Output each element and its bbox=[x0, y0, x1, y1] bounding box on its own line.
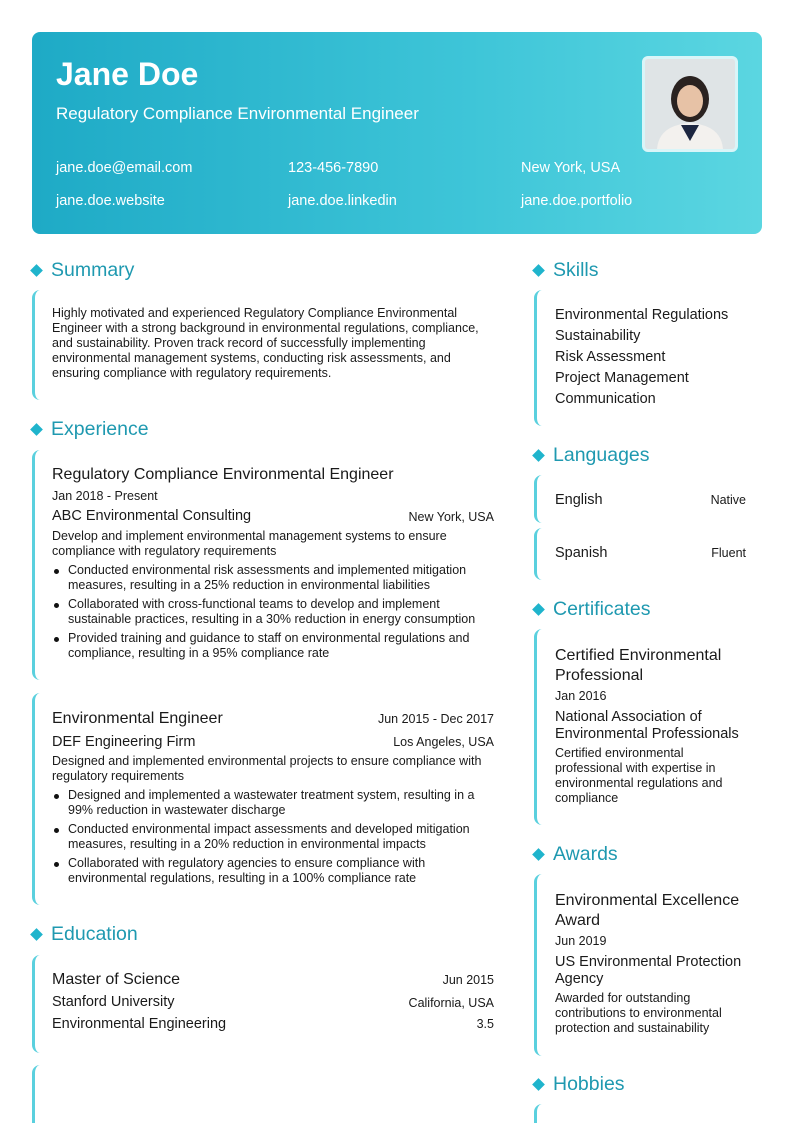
award-description: Awarded for outstanding contributions to environmental protection and sustainability bbox=[555, 991, 722, 1035]
list-item: Conducted environmental risk assessments and implemented mitigation measures, resulting in a 25% reduction in environmental liabilities bbox=[52, 563, 497, 593]
diamond-bullet-icon bbox=[30, 928, 43, 941]
summary-section bbox=[32, 290, 498, 400]
job-company: DEF Engineering Firm bbox=[52, 734, 196, 750]
language-name: Spanish bbox=[555, 545, 608, 561]
education-section bbox=[32, 955, 498, 1053]
award-issuer: US Environmental Protection Agency bbox=[555, 954, 742, 987]
language-name: English bbox=[555, 492, 603, 508]
summary-heading: Summary bbox=[30, 259, 134, 282]
diamond-bullet-icon bbox=[30, 423, 43, 436]
contact-linkedin[interactable]: jane.doe.linkedin bbox=[288, 193, 397, 209]
skill-item: Project Management bbox=[555, 370, 689, 386]
job-bullets bbox=[52, 563, 497, 665]
diamond-bullet-icon bbox=[532, 264, 545, 277]
list-item: Conducted environmental impact assessments and developed mitigation measures, resulting in a 20% reduction in environmental impacts bbox=[52, 822, 497, 852]
diamond-bullet-icon bbox=[532, 449, 545, 462]
award-name: Environmental Excellence Award bbox=[555, 892, 740, 929]
hobbies-heading: Hobbies bbox=[532, 1073, 625, 1096]
certificate-date: Jan 2016 bbox=[555, 689, 607, 703]
language-item bbox=[534, 528, 762, 580]
education-school: Stanford University bbox=[52, 994, 175, 1010]
language-level: Native bbox=[710, 493, 746, 507]
job-company: ABC Environmental Consulting bbox=[52, 508, 252, 524]
contact-email[interactable]: jane.doe@email.com bbox=[56, 160, 193, 176]
languages-heading: Languages bbox=[532, 444, 650, 467]
certificate-name: Certified Environmental Professional bbox=[555, 647, 722, 684]
skill-item: Environmental Regulations bbox=[555, 307, 729, 323]
resume-header bbox=[32, 32, 762, 234]
certificates-heading: Certificates bbox=[532, 598, 651, 621]
diamond-bullet-icon bbox=[532, 1078, 545, 1091]
education-field: Environmental Engineering bbox=[52, 1016, 227, 1032]
contact-website[interactable]: jane.doe.website bbox=[56, 193, 165, 209]
summary-text: Highly motivated and experienced Regulatory Compliance Environmental Engineer with a strong background in environmental regulations, compliance, and sustainability. Proven track record of successfully implementing environmental management systems, conducting risk assessments, and ensuring compliance with regulatory requirements. bbox=[52, 306, 479, 380]
person-portrait-icon bbox=[645, 59, 735, 149]
candidate-name: Jane Doe bbox=[56, 56, 199, 92]
certificate-description: Certified environmental professional with expertise in environmental regulations and compliance bbox=[555, 746, 723, 805]
experience-job-1 bbox=[32, 450, 498, 680]
skill-item: Risk Assessment bbox=[555, 349, 666, 365]
certificate-issuer: National Association of Environmental Professionals bbox=[555, 709, 739, 742]
job-dates: Jun 2015 - Dec 2017 bbox=[377, 712, 494, 726]
education-location: California, USA bbox=[408, 996, 494, 1010]
list-item: Collaborated with regulatory agencies to ensure compliance with environmental regulations, resulting in a 100% compliance rate bbox=[52, 856, 497, 886]
list-item: Collaborated with cross-functional teams to develop and implement sustainable practices, resulting in a 30% reduction in energy consumption bbox=[52, 597, 497, 627]
empty-section bbox=[32, 1065, 498, 1123]
education-degree: Master of Science bbox=[52, 971, 181, 988]
certificate-item bbox=[534, 629, 762, 825]
candidate-title: Regulatory Compliance Environmental Engineer bbox=[56, 104, 419, 123]
skill-item: Communication bbox=[555, 391, 656, 407]
education-heading: Education bbox=[30, 923, 138, 946]
job-description: Designed and implemented environmental projects to ensure compliance with regulatory requirements bbox=[52, 754, 482, 783]
job-location: New York, USA bbox=[408, 510, 494, 524]
language-item bbox=[534, 475, 762, 523]
contact-location: New York, USA bbox=[521, 160, 621, 176]
job-location: Los Angeles, USA bbox=[393, 735, 494, 749]
education-gpa: 3.5 bbox=[476, 1017, 494, 1031]
job-title: Environmental Engineer bbox=[52, 710, 223, 727]
hobbies-section bbox=[534, 1104, 762, 1123]
experience-job-2 bbox=[32, 693, 498, 905]
job-description: Develop and implement environmental management systems to ensure compliance with regulatory requirements bbox=[52, 529, 447, 558]
contact-phone[interactable]: 123-456-7890 bbox=[288, 160, 379, 176]
list-item: Provided training and guidance to staff on environmental regulations and compliance, resulting in a 95% compliance rate bbox=[52, 631, 497, 661]
profile-photo bbox=[642, 56, 738, 152]
list-item: Designed and implemented a wastewater treatment system, resulting in a 99% reduction in wastewater discharge bbox=[52, 788, 497, 818]
diamond-bullet-icon bbox=[532, 848, 545, 861]
award-date: Jun 2019 bbox=[555, 934, 607, 948]
education-date: Jun 2015 bbox=[442, 973, 494, 987]
skills-heading: Skills bbox=[532, 259, 599, 282]
diamond-bullet-icon bbox=[532, 603, 545, 616]
skill-item: Sustainability bbox=[555, 328, 641, 344]
awards-heading: Awards bbox=[532, 843, 618, 866]
skills-section bbox=[534, 290, 762, 426]
diamond-bullet-icon bbox=[30, 264, 43, 277]
contact-portfolio[interactable]: jane.doe.portfolio bbox=[521, 193, 633, 209]
job-dates: Jan 2018 - Present bbox=[52, 489, 158, 503]
experience-heading: Experience bbox=[30, 418, 149, 441]
job-title: Regulatory Compliance Environmental Engineer bbox=[52, 466, 394, 483]
language-level: Fluent bbox=[711, 546, 746, 560]
award-item bbox=[534, 874, 762, 1056]
job-bullets bbox=[52, 788, 497, 890]
